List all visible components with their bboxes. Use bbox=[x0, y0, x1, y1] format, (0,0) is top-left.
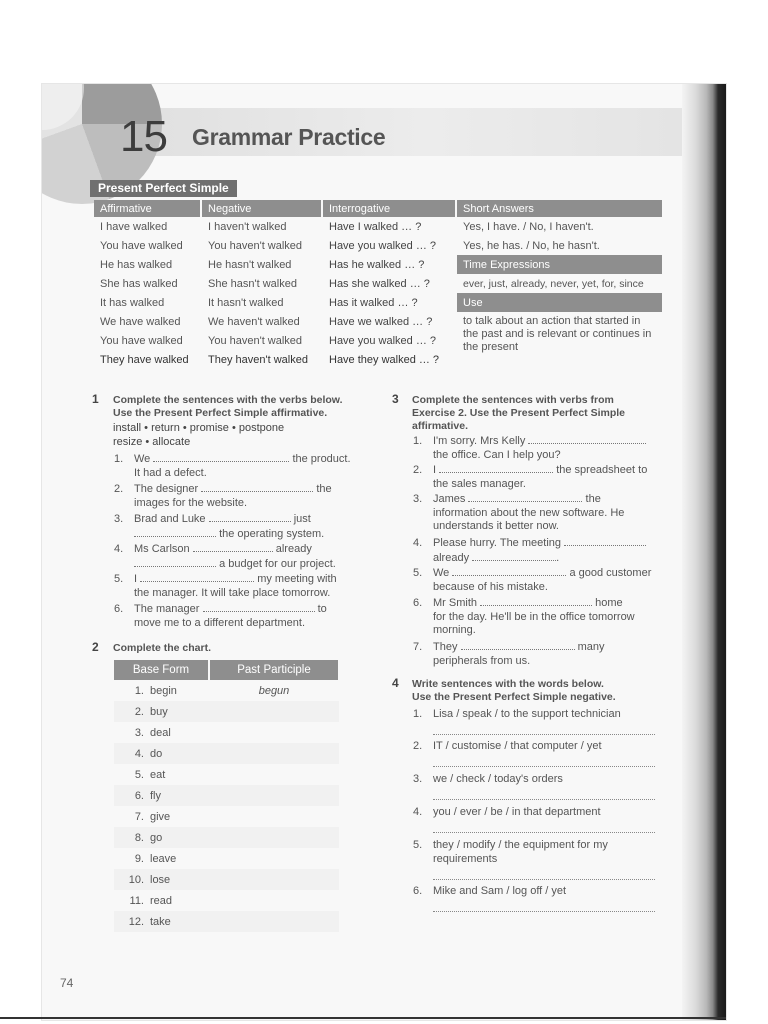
table-row bbox=[114, 680, 339, 701]
page-number: 74 bbox=[60, 976, 74, 990]
affirmative-cell: You have walked bbox=[94, 236, 201, 255]
grammar-box-label: Present Perfect Simple bbox=[90, 180, 237, 197]
answer-blank[interactable] bbox=[528, 434, 646, 444]
table-row bbox=[94, 236, 663, 255]
header-past-participle: Past Participle bbox=[209, 660, 339, 680]
table-row bbox=[94, 312, 663, 331]
exercise-3-item: 7. They many peripherals from us. bbox=[413, 641, 605, 667]
interrogative-cell: Have they walked … ? bbox=[322, 350, 456, 369]
interrogative-cell: Have you walked … ? bbox=[322, 236, 456, 255]
workbook-page bbox=[42, 84, 726, 1020]
header-short-answers: Short Answers bbox=[456, 200, 663, 217]
affirmative-cell: It has walked bbox=[94, 293, 201, 312]
exercise-3-instruction: Complete the sentences with verbs from Exercise 2. Use the Present Perfect Simple affirmative. bbox=[412, 394, 626, 432]
answer-blank[interactable] bbox=[452, 566, 566, 576]
table-row bbox=[94, 293, 663, 312]
past-participle-cell[interactable] bbox=[209, 848, 339, 869]
table-row bbox=[114, 764, 339, 785]
exercise-2-number: 2 bbox=[92, 640, 99, 654]
negative-cell: You haven't walked bbox=[201, 331, 322, 350]
exercise-3-item: 4. Please hurry. The meeting already . bbox=[413, 536, 646, 565]
table-row bbox=[94, 274, 663, 293]
interrogative-cell: Has it walked … ? bbox=[322, 293, 456, 312]
exercise-1-item: 2. The designer the images for the website. bbox=[114, 483, 332, 509]
negative-cell: They haven't walked bbox=[201, 350, 322, 369]
exercise-3-item: 1. I'm sorry. Mrs Kelly the office. Can I help you? bbox=[413, 434, 646, 462]
answer-blank[interactable] bbox=[134, 557, 216, 567]
exercise-3-number: 3 bbox=[392, 392, 399, 406]
base-form-cell: 12. take bbox=[114, 911, 209, 932]
base-form-cell: 3. deal bbox=[134, 726, 171, 739]
table-row bbox=[114, 827, 339, 848]
interrogative-cell: Have you walked … ? bbox=[322, 331, 456, 350]
exercise-1-item: 1. We the product. It had a defect. bbox=[114, 453, 351, 479]
negative-cell: It hasn't walked bbox=[201, 293, 322, 312]
past-participle-cell[interactable] bbox=[209, 701, 339, 722]
exercise-3-item: 5. We a good customer because of his mistake. bbox=[413, 567, 652, 593]
affirmative-cell: He has walked bbox=[94, 255, 201, 274]
base-form-cell: 5. eat bbox=[134, 768, 166, 781]
short-answer: Yes, I have. / No, I haven't. bbox=[456, 217, 663, 236]
exercise-4-item: 4. you / ever / be / in that department bbox=[413, 806, 601, 818]
table-row bbox=[114, 890, 339, 911]
grammar-table bbox=[94, 200, 664, 369]
answer-blank[interactable] bbox=[153, 452, 289, 462]
table-row bbox=[114, 869, 339, 890]
affirmative-cell: You have walked bbox=[94, 331, 201, 350]
past-participle-cell[interactable] bbox=[209, 890, 339, 911]
negative-cell: He hasn't walked bbox=[201, 255, 322, 274]
exercise-1-instruction: Complete the sentences with the verbs below. Use the Present Perfect Simple affirmative. bbox=[113, 394, 343, 419]
base-form-cell: 4. do bbox=[114, 743, 209, 764]
exercise-4-item: 3. we / check / today's orders bbox=[413, 773, 563, 785]
past-participle-cell[interactable] bbox=[209, 785, 339, 806]
header-base-form: Base Form bbox=[114, 660, 209, 680]
past-participle-cell[interactable] bbox=[209, 722, 339, 743]
affirmative-cell: We have walked bbox=[94, 312, 201, 331]
verb-chart bbox=[114, 660, 340, 932]
past-participle-cell[interactable] bbox=[209, 827, 339, 848]
exercise-2-instruction: Complete the chart. bbox=[113, 642, 212, 654]
answer-line[interactable] bbox=[433, 911, 655, 912]
negative-cell: I haven't walked bbox=[201, 217, 322, 236]
use-text: to talk about an action that started in the past and is relevant or continues in the present bbox=[456, 312, 663, 369]
interrogative-cell: Have I walked … ? bbox=[322, 217, 456, 236]
past-participle-cell[interactable] bbox=[209, 911, 339, 932]
base-form-cell: 9. leave bbox=[134, 852, 177, 865]
answer-blank[interactable] bbox=[140, 572, 254, 582]
answer-blank[interactable] bbox=[472, 551, 556, 561]
book-binding-shadow bbox=[682, 84, 726, 1020]
table-row bbox=[94, 217, 663, 236]
time-expressions: ever, just, already, never, yet, for, since bbox=[456, 274, 663, 293]
past-participle-cell: begun bbox=[258, 684, 290, 697]
affirmative-cell: She has walked bbox=[94, 274, 201, 293]
time-expressions-heading: Time Expressions bbox=[456, 255, 663, 274]
past-participle-cell[interactable] bbox=[209, 764, 339, 785]
header-affirmative: Affirmative bbox=[94, 200, 201, 217]
exercise-1-number: 1 bbox=[92, 392, 99, 406]
table-row bbox=[94, 255, 663, 274]
short-answer: Yes, he has. / No, he hasn't. bbox=[456, 236, 663, 255]
use-heading: Use bbox=[456, 293, 663, 312]
past-participle-cell[interactable] bbox=[209, 743, 339, 764]
exercise-4-item: 5. they / modify / the equipment for my requirements bbox=[413, 839, 608, 865]
affirmative-cell: They have walked bbox=[94, 350, 201, 369]
answer-blank[interactable] bbox=[564, 536, 646, 546]
answer-blank[interactable] bbox=[439, 463, 553, 473]
answer-line[interactable] bbox=[433, 799, 655, 800]
table-row bbox=[114, 785, 339, 806]
negative-cell: She hasn't walked bbox=[201, 274, 322, 293]
negative-cell: You haven't walked bbox=[201, 236, 322, 255]
exercise-3-item: 6. Mr Smith home for the day. He'll be in the office tomorrow morning. bbox=[413, 597, 635, 636]
table-row bbox=[114, 743, 339, 764]
answer-line[interactable] bbox=[433, 766, 655, 767]
exercise-1-item: 6. The manager to move me to a different department. bbox=[114, 603, 327, 629]
verb-list: install • return • promise • postpone resize • allocate bbox=[113, 422, 285, 448]
base-form-cell: 7. give bbox=[134, 810, 171, 823]
answer-blank[interactable] bbox=[468, 492, 582, 502]
exercise-1-item: 4. Ms Carlson already a budget for our project. bbox=[114, 543, 336, 570]
base-form-cell: 2. buy bbox=[114, 701, 209, 722]
base-form-cell: 6. fly bbox=[114, 785, 209, 806]
exercise-4-item: 6. Mike and Sam / log off / yet bbox=[413, 885, 567, 897]
affirmative-cell: I have walked bbox=[94, 217, 201, 236]
table-row bbox=[114, 848, 339, 869]
past-participle-cell[interactable] bbox=[209, 806, 339, 827]
answer-blank[interactable] bbox=[461, 640, 575, 650]
unit-number: 15 bbox=[120, 112, 167, 161]
answer-blank[interactable] bbox=[134, 527, 216, 537]
table-row bbox=[114, 722, 339, 743]
interrogative-cell: Has she walked … ? bbox=[322, 274, 456, 293]
base-form-cell: 1. begin bbox=[134, 684, 177, 697]
exercise-1-item: 5. I my meeting with the manager. It will take place tomorrow. bbox=[114, 573, 337, 599]
table-row bbox=[114, 911, 339, 932]
negative-cell: We haven't walked bbox=[201, 312, 322, 331]
interrogative-cell: Have we walked … ? bbox=[322, 312, 456, 331]
exercise-3-item: 2. I the spreadsheet to the sales manager. bbox=[413, 464, 648, 490]
page-title: Grammar Practice bbox=[192, 124, 386, 150]
header-interrogative: Interrogative bbox=[322, 200, 456, 217]
interrogative-cell: Has he walked … ? bbox=[322, 255, 456, 274]
exercise-1-item: 3. Brad and Luke just the operating system. bbox=[114, 513, 325, 540]
answer-blank[interactable] bbox=[209, 512, 291, 522]
answer-line[interactable] bbox=[433, 832, 655, 833]
answer-blank[interactable] bbox=[203, 602, 315, 612]
base-form-cell: 8. go bbox=[114, 827, 209, 848]
exercise-4-instruction: Write sentences with the words below. Use the Present Perfect Simple negative. bbox=[412, 678, 616, 703]
answer-blank[interactable] bbox=[480, 596, 592, 606]
answer-blank[interactable] bbox=[201, 482, 313, 492]
answer-line[interactable] bbox=[433, 879, 655, 880]
header-negative: Negative bbox=[201, 200, 322, 217]
base-form-cell: 10. lose bbox=[114, 869, 209, 890]
table-row bbox=[114, 806, 339, 827]
exercise-3-item: 3. James the information about the new software. He understands it better now. bbox=[413, 493, 625, 532]
answer-line[interactable] bbox=[433, 734, 655, 735]
answer-blank[interactable] bbox=[193, 542, 273, 552]
exercise-4-item: 2. IT / customise / that computer / yet bbox=[413, 740, 602, 752]
exercise-4-number: 4 bbox=[392, 676, 399, 690]
table-row bbox=[114, 701, 339, 722]
scan-bottom-edge bbox=[0, 1017, 726, 1019]
exercise-4-item: 1. Lisa / speak / to the support technician bbox=[413, 708, 621, 720]
base-form-cell: 11. read bbox=[129, 894, 173, 907]
past-participle-cell[interactable] bbox=[209, 869, 339, 890]
